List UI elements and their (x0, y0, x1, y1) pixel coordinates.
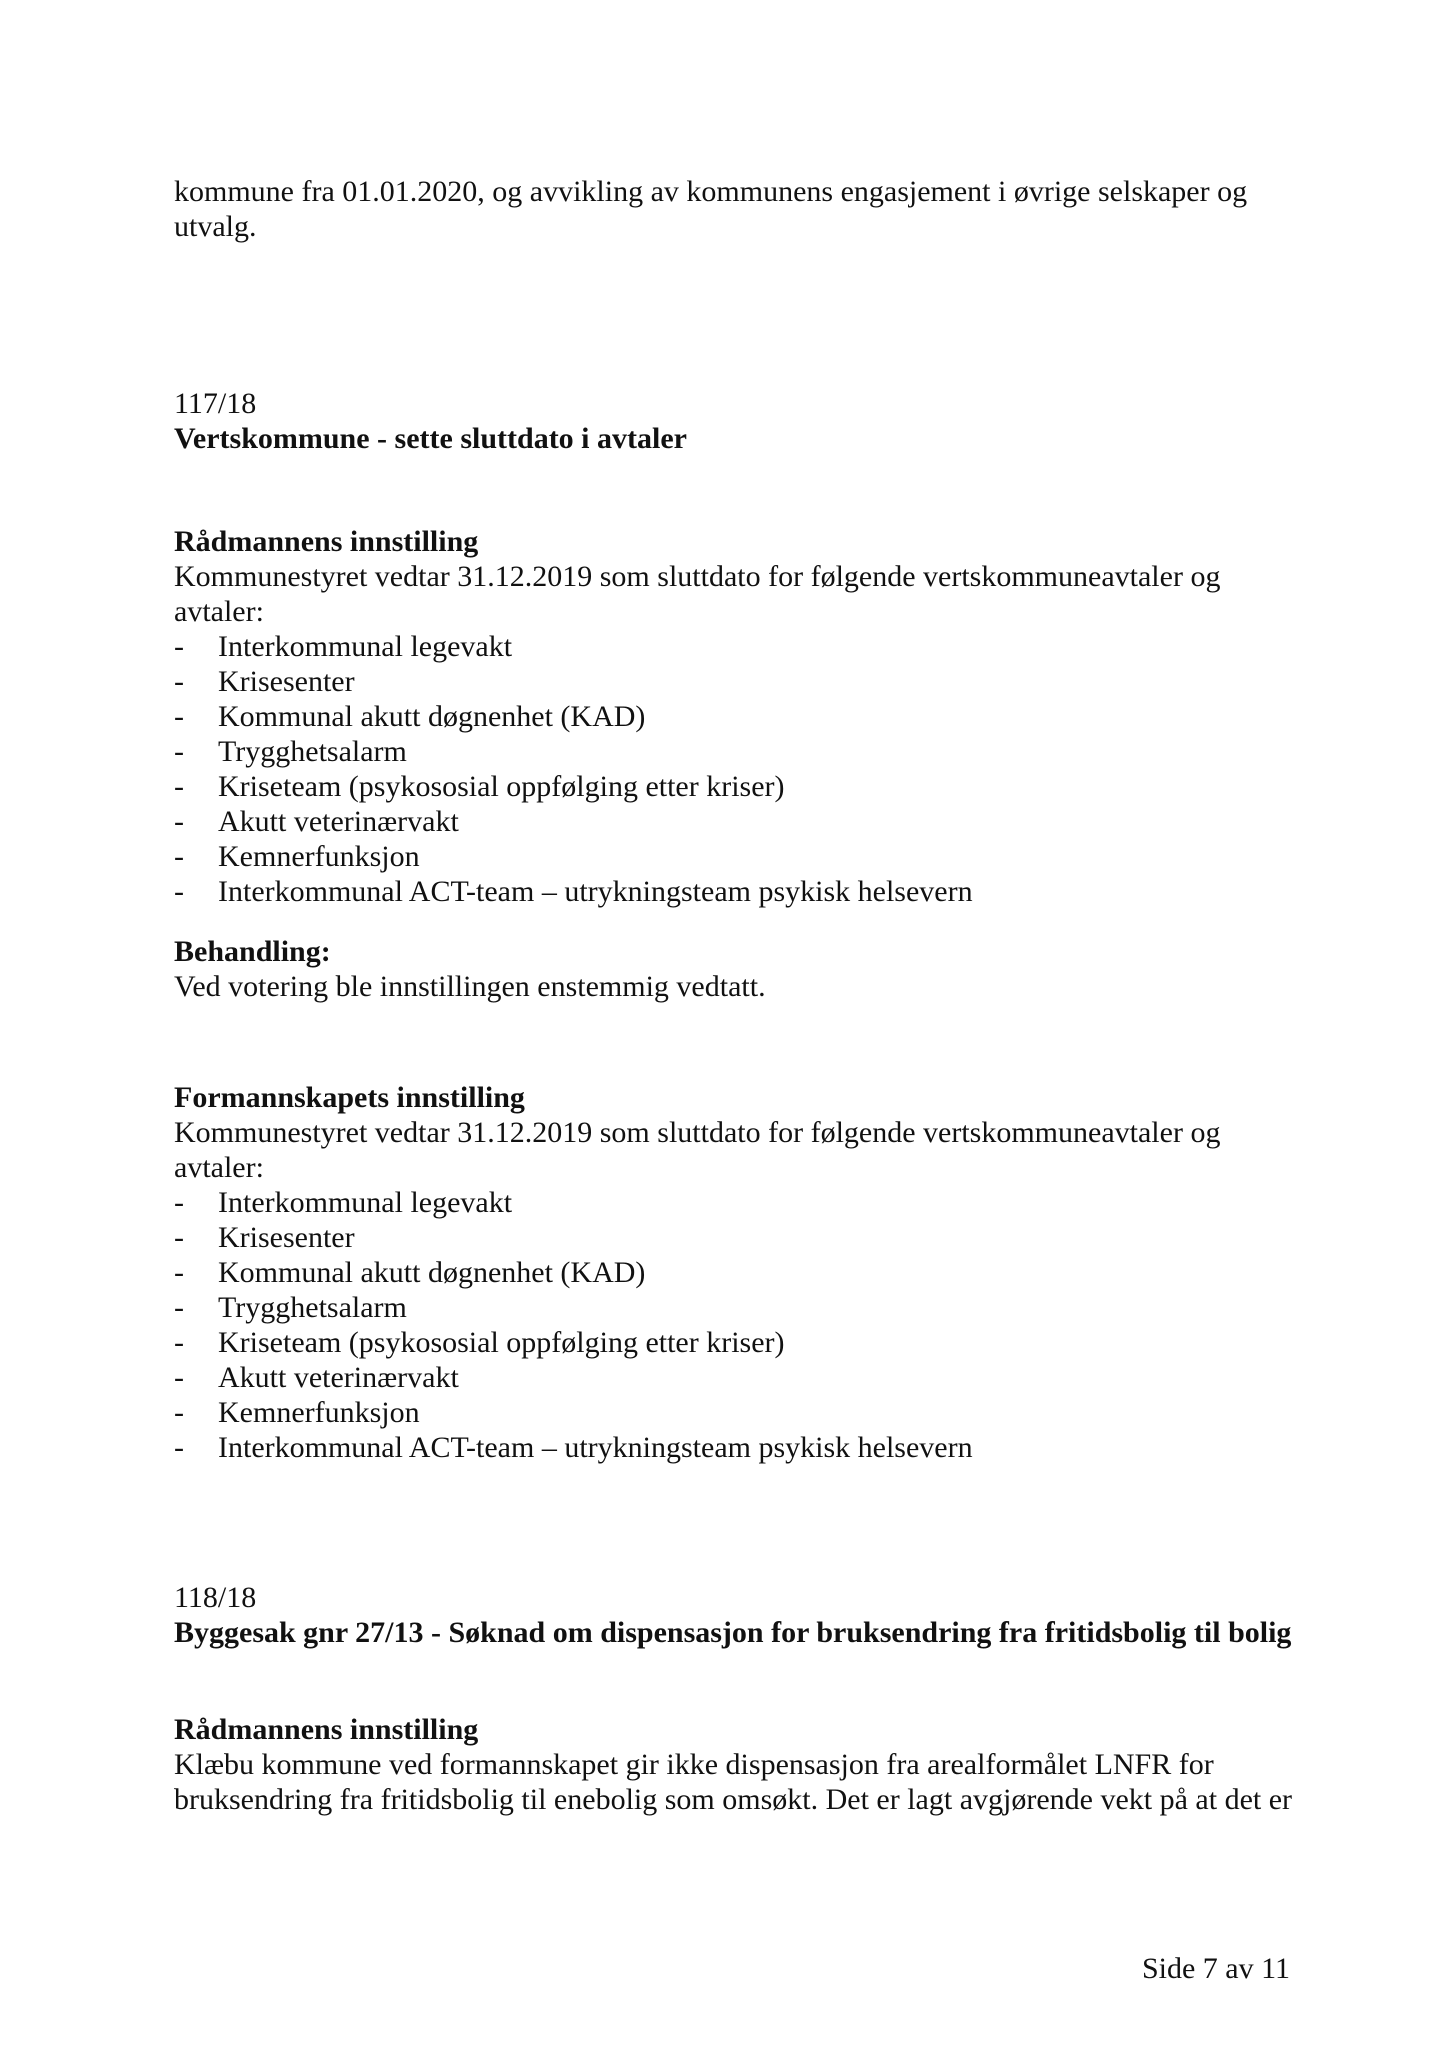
list-item: - Trygghetsalarm (174, 734, 1294, 769)
paragraph-line: bruksendring fra fritidsbolig til enebolig som omsøkt. Det er lagt avgjørende vekt på at det er (174, 1783, 1293, 1816)
section-heading: Behandling: (174, 935, 331, 968)
list-item: - Kriseteam (psykososial oppfølging etter kriser) (174, 769, 1294, 804)
case-118 (174, 1580, 1314, 1650)
intro-paragraph (174, 174, 1247, 244)
section-heading: Rådmannens innstilling (174, 525, 479, 558)
intro-line: utvalg. (174, 210, 257, 243)
agreement-list (174, 1185, 1294, 1465)
list-item: - Kommunal akutt døgnenhet (KAD) (174, 1255, 1294, 1290)
behandling-117 (174, 934, 1294, 1004)
radmann-innstilling-117 (174, 524, 1294, 909)
paragraph-line: avtaler: (174, 595, 264, 628)
list-item: - Krisesenter (174, 1220, 1294, 1255)
formannskap-innstilling-117 (174, 1080, 1294, 1465)
agreement-list (174, 629, 1294, 909)
section-heading: Formannskapets innstilling (174, 1081, 525, 1114)
case-title: Vertskommune - sette sluttdato i avtaler (174, 422, 687, 455)
paragraph-line: Ved votering ble innstillingen enstemmig vedtatt. (174, 970, 766, 1003)
section-heading: Rådmannens innstilling (174, 1713, 479, 1746)
radmann-innstilling-118 (174, 1712, 1314, 1817)
list-item: - Kriseteam (psykososial oppfølging etter kriser) (174, 1325, 1294, 1360)
list-item: - Interkommunal ACT-team – utrykningsteam psykisk helsevern (174, 1430, 1294, 1465)
list-item: - Kommunal akutt døgnenhet (KAD) (174, 699, 1294, 734)
case-117 (174, 386, 1294, 456)
list-item: - Krisesenter (174, 664, 1294, 699)
list-item: - Interkommunal ACT-team – utrykningsteam psykisk helsevern (174, 874, 1294, 909)
list-item: - Interkommunal legevakt (174, 629, 1294, 664)
case-title: Byggesak gnr 27/13 - Søknad om dispensasjon for bruksendring fra fritidsbolig til bolig (174, 1616, 1292, 1649)
list-item: - Akutt veterinærvakt (174, 1360, 1294, 1395)
case-number: 117/18 (174, 387, 257, 420)
paragraph-line: Klæbu kommune ved formannskapet gir ikke dispensasjon fra arealformålet LNFR for (174, 1748, 1214, 1781)
list-item: - Interkommunal legevakt (174, 1185, 1294, 1220)
list-item: - Akutt veterinærvakt (174, 804, 1294, 839)
case-number: 118/18 (174, 1581, 257, 1614)
paragraph-line: Kommunestyret vedtar 31.12.2019 som sluttdato for følgende vertskommuneavtaler og (174, 1116, 1221, 1149)
list-item: - Kemnerfunksjon (174, 839, 1294, 874)
page-number: Side 7 av 11 (1141, 1952, 1290, 1985)
paragraph-line: Kommunestyret vedtar 31.12.2019 som sluttdato for følgende vertskommuneavtaler og (174, 560, 1221, 593)
intro-line: kommune fra 01.01.2020, og avvikling av kommunens engasjement i øvrige selskaper og (174, 175, 1248, 208)
list-item: - Trygghetsalarm (174, 1290, 1294, 1325)
paragraph-line: avtaler: (174, 1151, 264, 1184)
list-item: - Kemnerfunksjon (174, 1395, 1294, 1430)
